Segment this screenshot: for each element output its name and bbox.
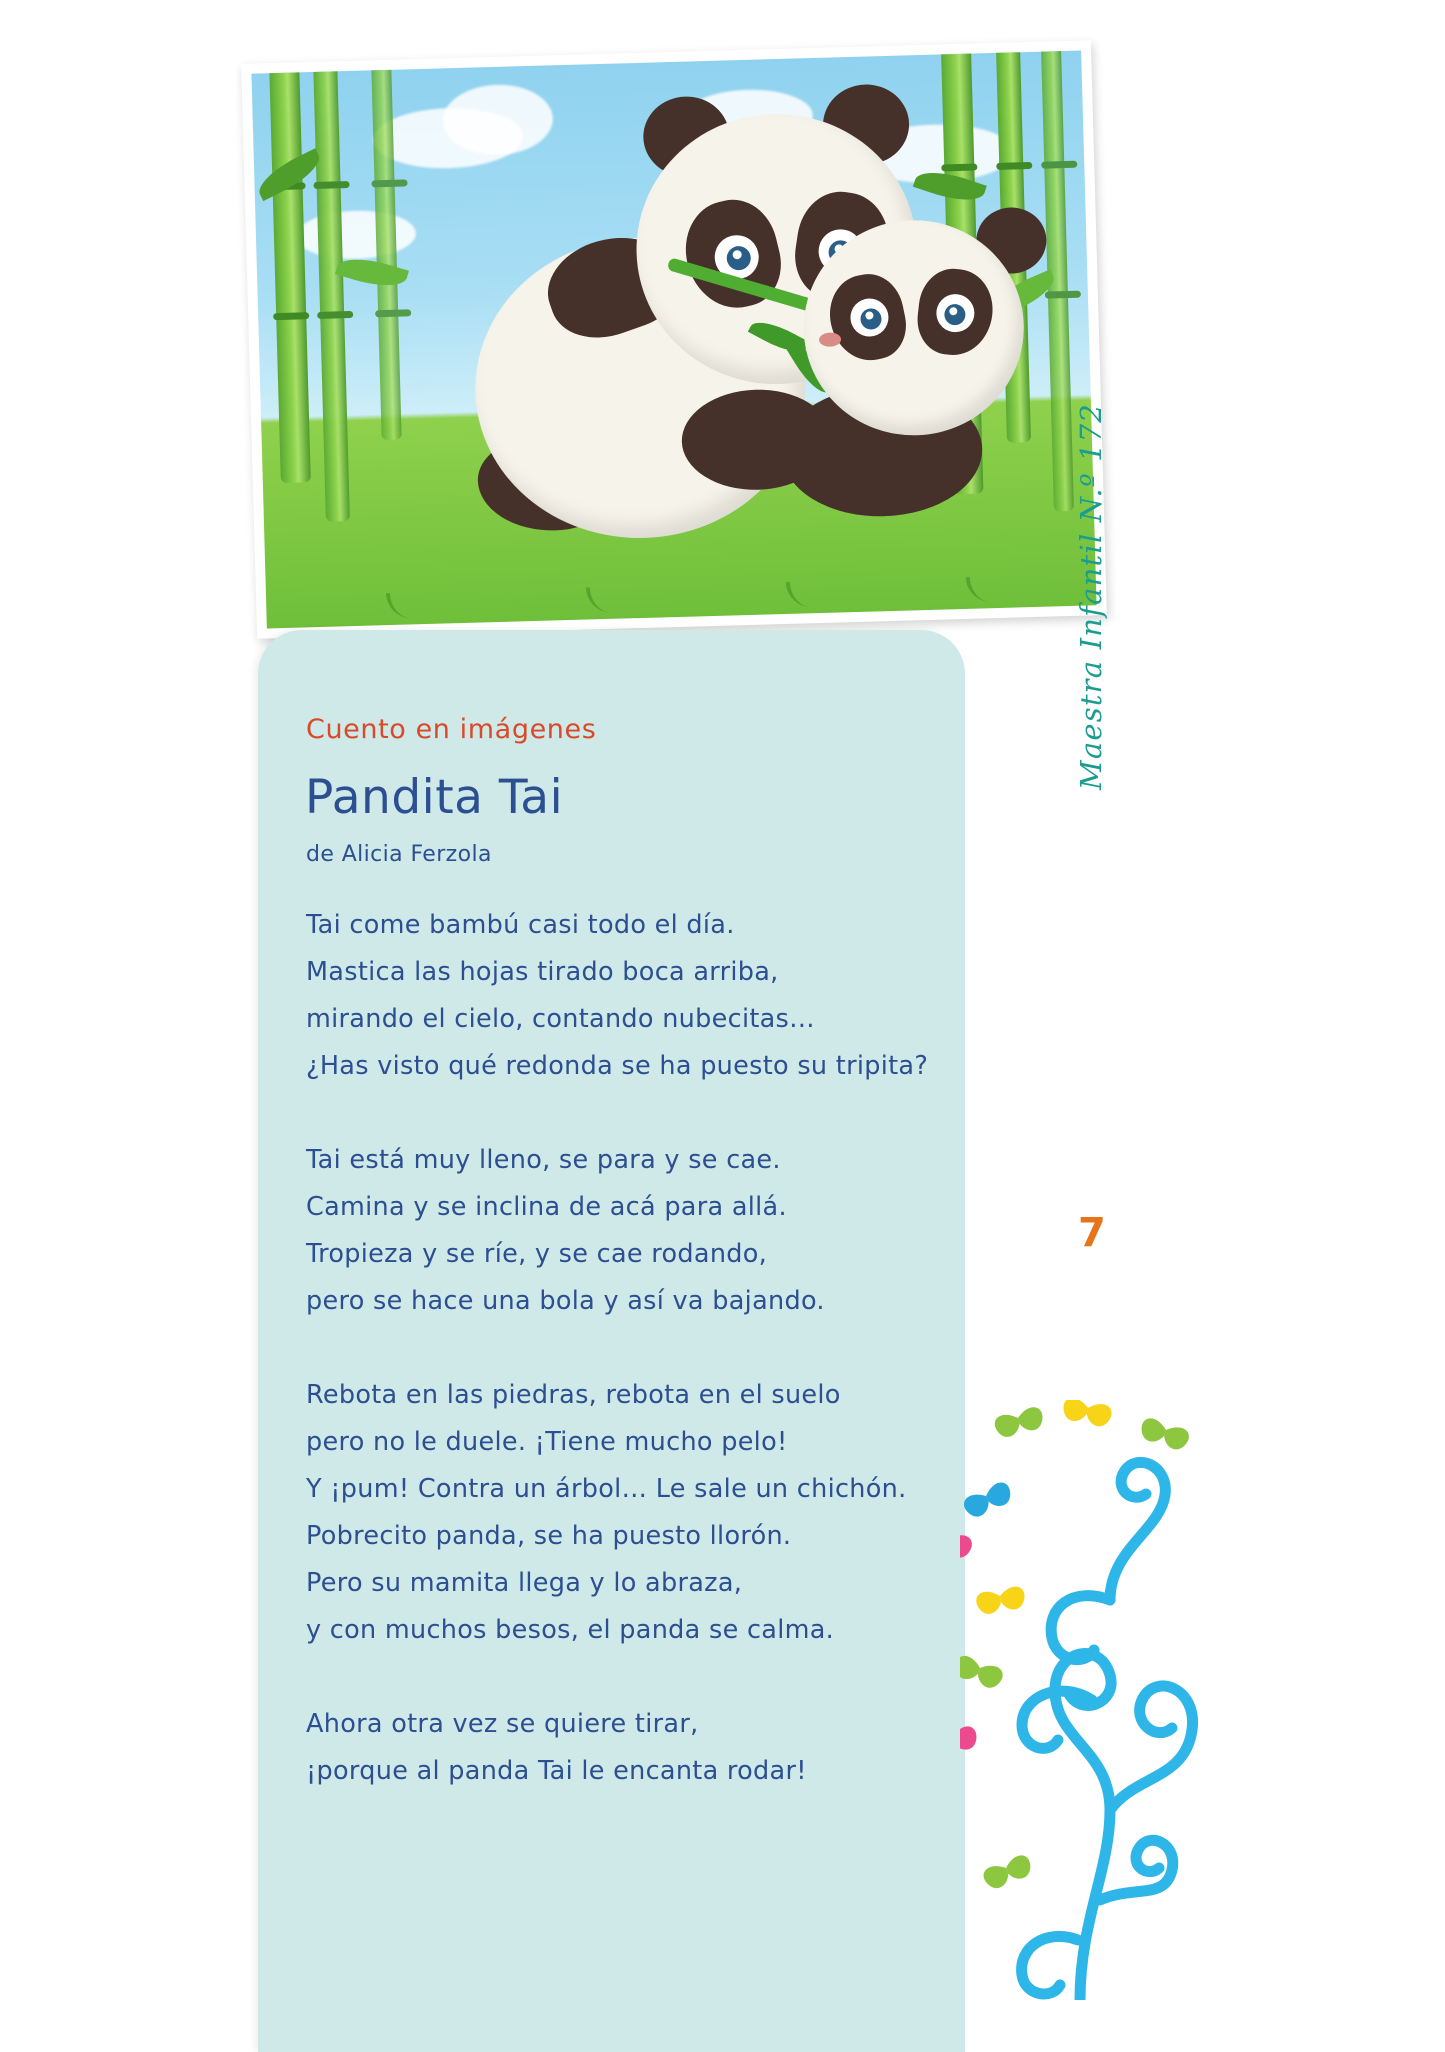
publication-title: Maestra Infantil N.º 172 [1074, 402, 1108, 790]
grass-tuft [386, 592, 437, 619]
poem-line: Pobrecito panda, se ha puesto llorón. [306, 1521, 792, 1551]
bamboo-stalk [313, 61, 350, 521]
poem-line: Tai come bambú casi todo el día. [306, 910, 735, 940]
swirl-vine-icon [960, 1400, 1360, 2000]
poem-line: ¡porque al panda Tai le encanta rodar! [306, 1756, 807, 1786]
grass-tuft [786, 581, 837, 608]
section-kicker: Cuento en imágenes [306, 714, 597, 745]
page-title: Pandita Tai [305, 770, 564, 825]
poem-line: Tai está muy lleno, se para y se cae. [306, 1145, 781, 1175]
panda-illustration [251, 51, 1096, 629]
grass-tuft [586, 586, 637, 613]
decorative-swirls [960, 1400, 1360, 2000]
poem-line: y con muchos besos, el panda se calma. [306, 1615, 835, 1645]
poem-line: Camina y se inclina de acá para allá. [306, 1192, 787, 1222]
poem-stanza [306, 1701, 926, 1795]
poem-line: ¿Has visto qué redonda se ha puesto su tripita? [306, 1051, 929, 1081]
poem-body [306, 902, 929, 1795]
poem-stanza [306, 1372, 926, 1654]
cloud-icon [295, 209, 416, 260]
poem-line: mirando el cielo, contando nubecitas… [306, 1004, 815, 1034]
poem-stanza [306, 1137, 926, 1325]
poem-line: Mastica las hojas tirado boca arriba, [306, 957, 779, 987]
poem-line: pero se hace una bola y así va bajando. [306, 1286, 825, 1316]
poem-line: pero no le duele. ¡Tiene mucho pelo! [306, 1427, 788, 1457]
poem-line: Rebota en las piedras, rebota en el suelo [306, 1380, 841, 1410]
poem-line: Pero su mamita llega y lo abraza, [306, 1568, 743, 1598]
poem-line: Y ¡pum! Contra un árbol… Le sale un chichón. [306, 1474, 907, 1504]
poem-line: Tropieza y se ríe, y se cae rodando, [306, 1239, 768, 1269]
poem-stanza [306, 902, 929, 1090]
poem-line: Ahora otra vez se quiere tirar, [306, 1709, 699, 1739]
illustration-card [241, 40, 1107, 639]
author-byline: de Alicia Ferzola [306, 842, 492, 867]
page-number: 7 [1078, 1210, 1106, 1256]
grass-tuft [966, 576, 1017, 603]
bamboo-stalk [269, 62, 311, 483]
cloud-icon [442, 83, 554, 156]
story-panel [258, 630, 965, 2052]
